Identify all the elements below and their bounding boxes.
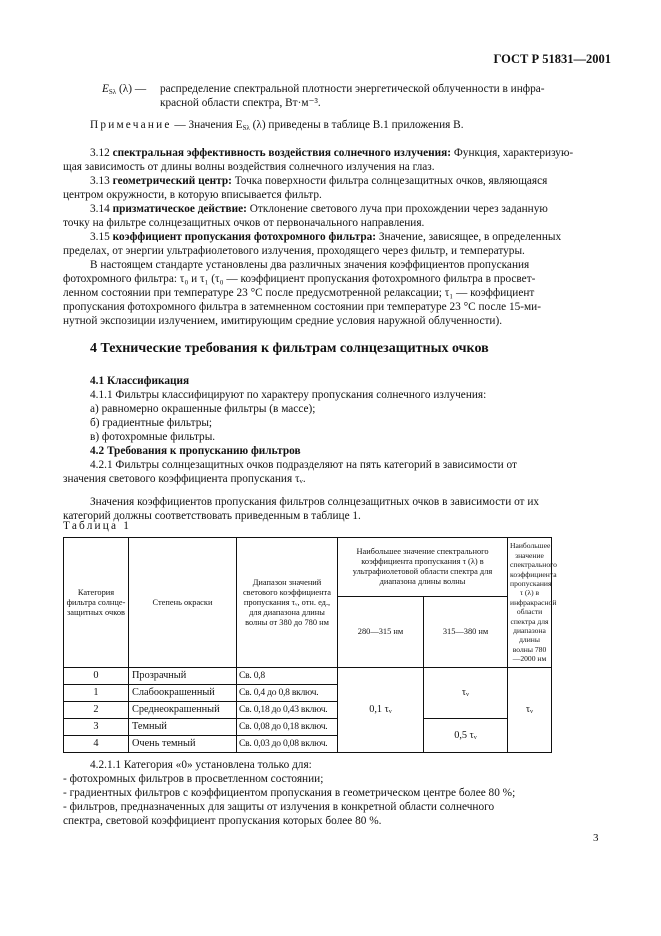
- header-uv-315-380: 315—380 нм: [424, 597, 508, 668]
- definition-symbol: $E_{S\lambda}$ (λ) —: [102, 83, 147, 96]
- section-4-1: 4.1 Классификация 4.1.1 Фильтры классифицируют по характеру пропускания солнечного излучения: а) равномерно окрашенные фильтры (в массе); б) градиентные фильтры; в) фотохромные фильтры. 4.2 Требования к пропусканию фильтров 4.2.1 Фильтры солнцезащитных очков подразделяют на пять категорий в зависимости от значения светового коэффициента пропускания τᵥ. Значения коэффициентов пропускания фильтров солнцезащитных очков в зависимости от их категорий должны соответствовать приведенным в таблице 1.: [63, 374, 601, 523]
- table-row: 2 Среднеокрашенный Св. 0,18 до 0,43 включ.: [64, 702, 552, 719]
- header-uv: Наибольшее значение спектрального коэффициента пропускания τ (λ) в ультрафиолетовой области спектра для диапазона длины волны: [338, 538, 508, 597]
- uv1-value: 0,1 τᵥ: [338, 668, 424, 753]
- term-3-12: 3.12 спектральная эффективность воздействия солнечного излучения: Функция, характеризую- щая зависимость от длины волны воздействия солнечного излучения на глаз.: [63, 147, 574, 173]
- term-3-14: 3.14 призматическое действие: Отклонение светового луча при прохождении через заданную точку на фильтре солнцезащитных очков от первоначального направления.: [63, 203, 548, 229]
- header-range: Диапазон значений светового коэффициента пропускания τᵥ, отн. ед., для диапазона длины волны от 380 до 780 нм: [237, 538, 338, 668]
- section-4-2-1-1: 4.2.1.1 Категория «0» установлена только для: - фотохромных фильтров в просветленном состоянии; - градиентных фильтров с коэффициентом пропускания в геометрическом центре более 80 %; - фильтров, предназначенных для защиты от излучения в конкретной области солнечного спектра, световой коэффициент пропускания которых более 80 %.: [63, 759, 516, 827]
- header-uv-280-315: 280—315 нм: [338, 597, 424, 668]
- header-shade: Степень окраски: [129, 538, 237, 668]
- table-row: 1 Слабоокрашенный Св. 0,4 до 0,8 включ.: [64, 685, 552, 702]
- table-row: 4 Очень темный Св. 0,03 до 0,08 включ.: [64, 736, 552, 753]
- table-caption: Таблица 1: [63, 520, 132, 532]
- term-3-15: 3.15 коэффициент пропускания фотохромного фильтра: Значение, зависящее, в определенных пределах, от энергии ультрафиолетового излучения, проходящего через фильтр, и температуры.: [63, 231, 562, 257]
- header-category: Категория фильтра солнце-защитных очков: [64, 538, 129, 668]
- terms-block: [63, 146, 601, 328]
- note: Примечание — Значения $E_{S\lambda}$ (λ) приведены в таблице В.1 приложения В.: [90, 119, 464, 132]
- uv2-value-b: 0,5 τᵥ: [424, 719, 508, 753]
- table-row: 0 Прозрачный Св. 0,8 0,1 τᵥ τᵥ τᵥ: [64, 668, 552, 685]
- ir-value: τᵥ: [508, 668, 552, 753]
- uv2-value-a: τᵥ: [424, 668, 508, 719]
- section-4-2-title: 4.2 Требования к пропусканию фильтров: [90, 445, 301, 457]
- definition-text: распределение спектральной плотности энергетической облученности в инфра- красной области спектра, Вт·м⁻³.: [160, 83, 545, 109]
- section-4-title: 4 Технические требования к фильтрам солнцезащитных очков: [90, 341, 489, 356]
- term-3-13: 3.13 геометрический центр: Точка поверхности фильтра солнцезащитных очков, являющаяся центром окружности, в которую вписывается фильтр.: [63, 175, 548, 201]
- table-row: 3 Темный Св. 0,08 до 0,18 включ. 0,5 τᵥ: [64, 719, 552, 736]
- section-4-1-title: 4.1 Классификация: [90, 375, 190, 387]
- header-ir: Наибольшее значение спектрального коэффициента пропускания τ (λ) в инфракрасной области спектра для диапазона длины волны 780—2000 нм: [508, 538, 552, 668]
- paragraph-photochromic: В настоящем стандарте установлены два различных значения коэффициентов пропускания фотохромного фильтра: τ₀ и τ₁ (τ₀ — коэффициент пропускания фотохромного фильтра в просвет- ленном состоянии при температуре 23 °С после предусмотренной релаксации; τ₁ — коэффициент пропускания фотохромного фильтра в затемненном состоянии при температуре 23 °С после 15-ми- нутной экспозиции излучением, имитирующим средние условия наружной облученности).: [63, 259, 541, 327]
- transmission-table: [63, 537, 557, 753]
- page-number: 3: [593, 832, 599, 844]
- page-header: ГОСТ Р 51831—2001: [493, 52, 611, 66]
